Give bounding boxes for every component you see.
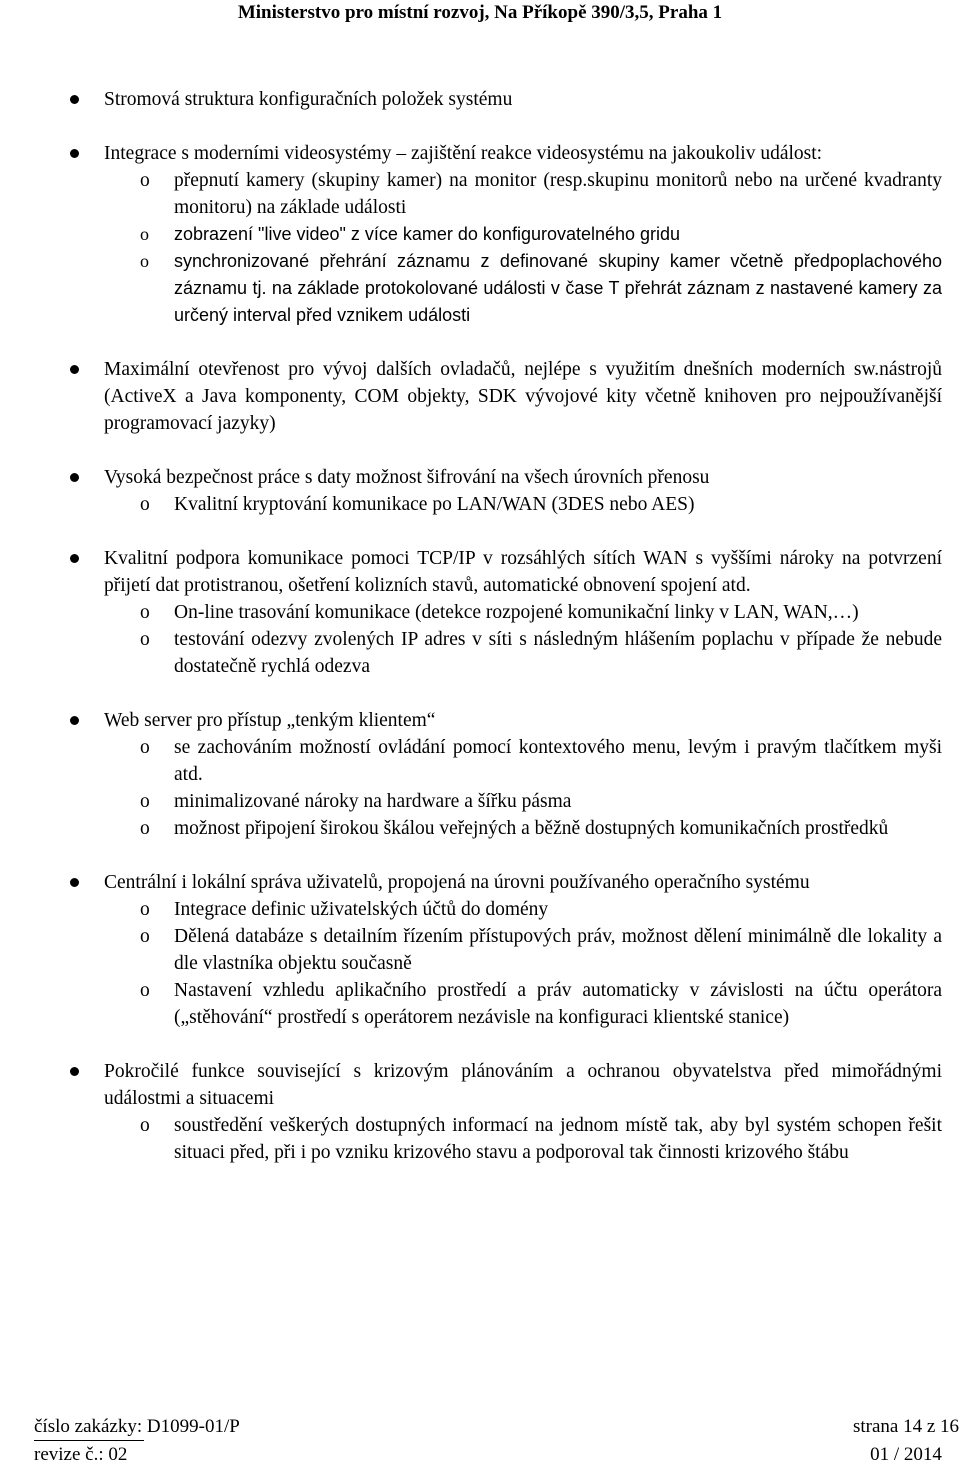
sub-item: o přepnutí kamery (skupiny kamer) na monitor (resp.skupinu monitorů nebo na určené kvadranty monitoru) na základe události [140, 170, 942, 218]
list-item [0, 869, 960, 1031]
sub-item-text: možnost připojení širokou škálou veřejných a běžně dostupných komunikačních prostředků [174, 818, 889, 839]
sub-item-text: synchronizované přehrání záznamu z definované skupiny kamer včetně předpoplachového záznamu tj. na základe protokolované události v čase T přehrát záznam z nastavené kamery za určený interval před vznikem události [174, 251, 942, 325]
list-item [0, 1058, 960, 1166]
sub-item-text: přepnutí kamery (skupiny kamer) na monitor (resp.skupinu monitorů nebo na určené kvadranty monitoru) na základe události [174, 170, 942, 218]
sub-item-text: se zachováním možností ovládání pomocí kontextového menu, levým i pravým tlačítkem myši atd. [174, 737, 942, 785]
list-item [0, 545, 960, 680]
bullet-icon [70, 554, 79, 563]
sub-item-text: Nastavení vzhledu aplikačního prostředí a práv automaticky v závislosti na účtu operátora („stěhování“ prostředí s operátorem nezávisle na konfiguraci klientské stanice) [174, 980, 942, 1028]
sub-item: o zobrazení "live video" z více kamer do konfigurovatelného gridu [140, 224, 681, 244]
sub-item: o Dělená databáze s detailním řízením přístupových práv, možnost dělení minimálně dle lokality a dle vlastníka objektu současně [140, 926, 942, 974]
list-item [0, 356, 960, 437]
sub-item: o Kvalitní kryptování komunikace po LAN/WAN (3DES nebo AES) [140, 494, 695, 515]
sub-item: o On-line trasování komunikace (detekce rozpojené komunikační linky v LAN, WAN,…) [140, 602, 859, 623]
list-item [0, 707, 960, 842]
list-item [0, 86, 960, 113]
sub-item-text: On-line trasování komunikace (detekce rozpojené komunikační linky v LAN, WAN,…) [174, 602, 859, 623]
contract-number: číslo zakázky: D1099-01/P [34, 1416, 240, 1437]
sub-item-text: Dělená databáze s detailním řízením přístupových práv, možnost dělení minimálně dle lokality a dle vlastníka objektu současně [174, 926, 942, 974]
bullet-icon [70, 878, 79, 887]
bullet-icon [70, 473, 79, 482]
page-footer [34, 1414, 960, 1474]
revision-number: revize č.: 02 [34, 1444, 128, 1465]
sub-item: o soustředění veškerých dostupných informací na jednom místě tak, aby byl systém schopen řešit situaci před, při i po vzniku krizového stavu a podporoval tak činnosti krizového štábu [140, 1115, 942, 1163]
footer-divider [34, 1440, 144, 1441]
list-item [0, 464, 960, 518]
sub-item-text: testování odezvy zvolených IP adres v síti s následným hlášením poplachu v případe že nebude dostatečně rychlá odezva [174, 629, 942, 677]
sub-item: o minimalizované nároky na hardware a šířku pásma [140, 791, 572, 812]
sub-item-text: Kvalitní kryptování komunikace po LAN/WAN (3DES nebo AES) [174, 494, 695, 515]
sub-item: o možnost připojení širokou škálou veřejných a běžně dostupných komunikačních prostředků [140, 818, 889, 839]
bullet-icon [70, 1067, 79, 1076]
sub-item-text: zobrazení "live video" z více kamer do konfigurovatelného gridu [174, 224, 681, 244]
bullet-text: Web server pro přístup „tenkým klientem“ [104, 710, 436, 731]
bullet-icon [70, 365, 79, 374]
bullet-text: Stromová struktura konfiguračních položek systému [104, 89, 513, 110]
sub-item-text: minimalizované nároky na hardware a šířku pásma [174, 791, 572, 812]
bullet-text: Vysoká bezpečnost práce s daty možnost šifrování na všech úrovních přenosu [104, 467, 710, 488]
sub-item-text: Integrace definic uživatelských účtů do domény [174, 899, 549, 920]
bullet-icon [70, 149, 79, 158]
document-date: 01 / 2014 [870, 1444, 942, 1465]
document-body [0, 86, 960, 1193]
bullet-text: Kvalitní podpora komunikace pomoci TCP/IP v rozsáhlých sítích WAN s vyššími nároky na potvrzení přijetí dat protistranou, ošetření kolizních stavů, automatické obnovení spojení atd. [104, 548, 942, 596]
bullet-text: Pokročilé funkce související s krizovým plánováním a ochranou obyvatelstva před mimořádnými událostmi a situacemi [104, 1061, 942, 1109]
page-header: Ministerstvo pro místní rozvoj, Na Příkopě 390/3,5, Praha 1 [237, 2, 723, 23]
sub-item: o testování odezvy zvolených IP adres v síti s následným hlášením poplachu v případe že nebude dostatečně rychlá odezva [140, 629, 942, 677]
list-item [0, 140, 960, 329]
bullet-icon [70, 716, 79, 725]
sub-item: o Nastavení vzhledu aplikačního prostředí a práv automaticky v závislosti na účtu operátora („stěhování“ prostředí s operátorem nezávisle na konfiguraci klientské stanice) [140, 980, 942, 1028]
sub-item: o Integrace definic uživatelských účtů do domény [140, 899, 549, 920]
bullet-text: Centrální i lokální správa uživatelů, propojená na úrovni používaného operačního systému [104, 872, 810, 893]
bullet-text: Maximální otevřenost pro vývoj dalších ovladačů, nejlépe s využitím dnešních moderních sw.nástrojů (ActiveX a Java komponenty, COM objekty, SDK vývojové kity včetně knihoven pro nejpoužívanější programovací jazyky) [104, 359, 942, 434]
sub-item: o synchronizované přehrání záznamu z definované skupiny kamer včetně předpoplachového záznamu tj. na základe protokolované události v čase T přehrát záznam z nastavené kamery za určený interval před vznikem události [140, 251, 942, 325]
sub-item-text: soustředění veškerých dostupných informací na jednom místě tak, aby byl systém schopen řešit situaci před, při i po vzniku krizového stavu a podporoval tak činnosti krizového štábu [174, 1115, 942, 1163]
bullet-text: Integrace s moderními videosystémy – zajištění reakce videosystému na jakoukoliv událost: [104, 143, 823, 164]
sub-item: o se zachováním možností ovládání pomocí kontextového menu, levým i pravým tlačítkem myši atd. [140, 737, 942, 785]
page-number: strana 14 z 16 [852, 1416, 960, 1437]
bullet-icon [70, 95, 79, 104]
